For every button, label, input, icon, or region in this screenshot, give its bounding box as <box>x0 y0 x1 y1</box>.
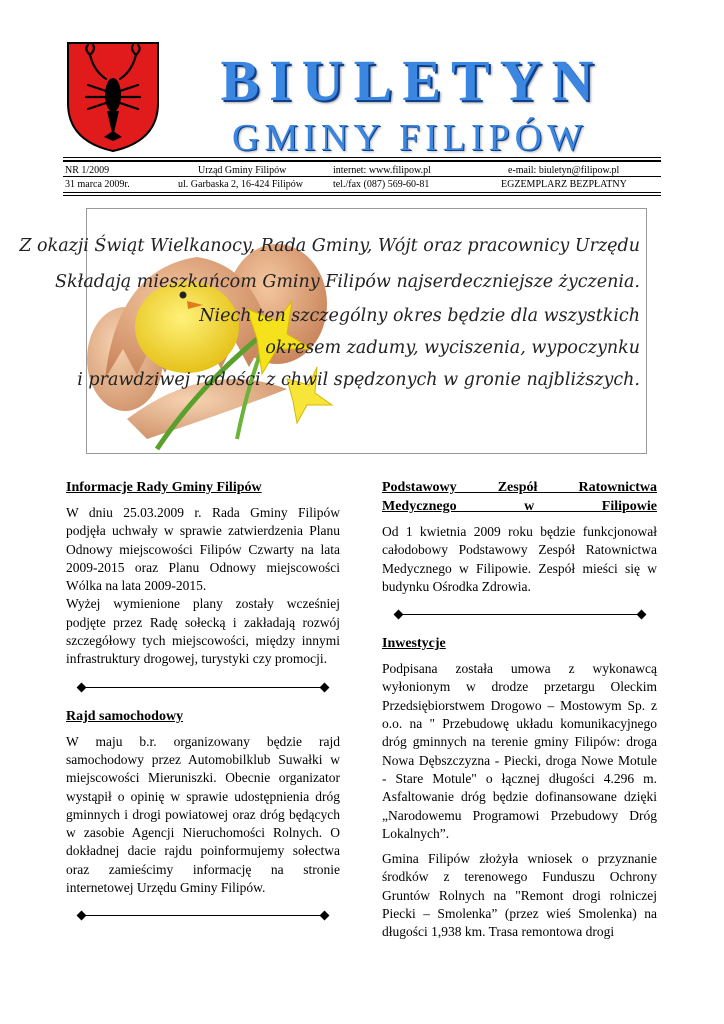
office-address: ul. Garbaska 2, 16-424 Filipów <box>178 179 303 190</box>
article-text-investments-1: Podpisana została umowa z wykonawcą wyłonionym w drodze przetargu Oleckim Przedsiębiorstwem Drogowo – Mostowym Sp. z o.o. na " Przebudowę układu komunikacyjnego dróg gminnych na terenie gminy Filipów: droga Nowa Dębszczyzna - Piecki, droga Nowe Motule - Stare Motule" o łącznej długości 4.296 m. Asfaltowanie dróg będzie dofinansowane dzięki „Narodowemu Programowi Przebudowy Dróg Lokalnych”. <box>382 661 657 841</box>
free-copy-label: EGZEMPLARZ BEZPŁATNY <box>501 179 627 190</box>
right-column <box>382 478 657 942</box>
header-rule <box>63 157 661 162</box>
article-heading-rally: Rajd samochodowy <box>66 708 184 724</box>
coat-of-arms-crayfish-icon <box>66 41 160 153</box>
section-divider <box>77 681 329 695</box>
easter-greeting <box>19 208 647 454</box>
article-text-council-1: W dniu 25.03.2009 r. Rada Gminy Filipów podjęła uchwały w sprawie zatwierdzenia Planu Odnowy miejscowości Filipów Czwarty na lata 2009-2015 oraz Planu Odnowy miejscowości Wólka na lata 2009-2015. <box>66 505 340 594</box>
article-heading-medical: Podstawowy Zespół Ratownictwa Medycznego w Filipowie <box>382 480 657 514</box>
article-heading-investments: Inwestycje <box>382 636 446 652</box>
header-rule-bottom <box>63 192 661 196</box>
issue-date: 31 marca 2009r. <box>65 179 130 190</box>
internet-link[interactable]: internet: www.filipow.pl <box>333 165 431 176</box>
article-text-council-2: Wyżej wymienione plany zostały wcześniej podjęte przez Radę sołecką i zakładają rozwój szczegółowy tych miejscowości, między innymi infrastruktury drogowej, turystyki czy promocji. <box>66 596 340 667</box>
greeting-line-5: i prawdziwej radości z chwil spędzonych w gronie najbliższych. <box>77 370 640 390</box>
article-text-rally: W maju b.r. organizowany będzie rajd samochodowy przez Automobilklub Suwałki w miejscowości Mieruniszki. Obecnie organizator wystąpił o opinię w sprawie udostępnienia dróg gminnych i drogi powiatowej oraz dróg będących w zasobie Agencji Nieruchomości Rolnych. O dokładnej dacie rajdu poinformujemy sołectwa oraz zamieścimy informację na stronie internetowej Urzędu Gminy Filipów. <box>66 733 340 896</box>
greeting-line-2: Składają mieszkańcom Gminy Filipów najserdeczniejsze życzenia. <box>55 272 640 292</box>
left-column <box>66 478 340 923</box>
info-divider <box>63 176 661 177</box>
email-link[interactable]: e-mail: biuletyn@filipow.pl <box>508 165 620 176</box>
article-heading-council: Informacje Rady Gminy Filipów <box>66 480 262 495</box>
section-divider <box>394 608 646 622</box>
section-divider <box>77 909 329 923</box>
bulletin-title: BIULETYN <box>220 48 604 113</box>
article-text-medical: Od 1 kwietnia 2009 roku będzie funkcjonował całodobowy Podstawowy Zespół Ratownictwa Medycznego w Filipowie. Zespół mieści się w budynku Ośrodka Zdrowia. <box>382 524 657 594</box>
bulletin-subtitle: GMINY FILIPÓW <box>232 117 588 159</box>
article-text-investments-2: Gmina Filipów złożyła wniosek o przyznanie środków z terenowego Funduszu Ochrony Gruntów Rolnych na "Remont drogi rolniczej Piecki – Smolenka” (przez wieś Smolenka) na długości 1,938 km. Trasa remontowa drogi <box>382 851 657 940</box>
phone-number: tel./fax (087) 569-60-81 <box>333 179 430 190</box>
greeting-line-1: Z okazji Świąt Wielkanocy, Rada Gminy, Wójt oraz pracownicy Urzędu <box>19 236 640 256</box>
greeting-line-4: okresem zadumy, wyciszenia, wypoczynku <box>265 338 640 358</box>
office-name: Urząd Gminy Filipów <box>198 165 287 176</box>
issue-number: NR 1/2009 <box>65 165 110 176</box>
greeting-line-3: Niech ten szczególny okres będzie dla wszystkich <box>199 306 640 326</box>
